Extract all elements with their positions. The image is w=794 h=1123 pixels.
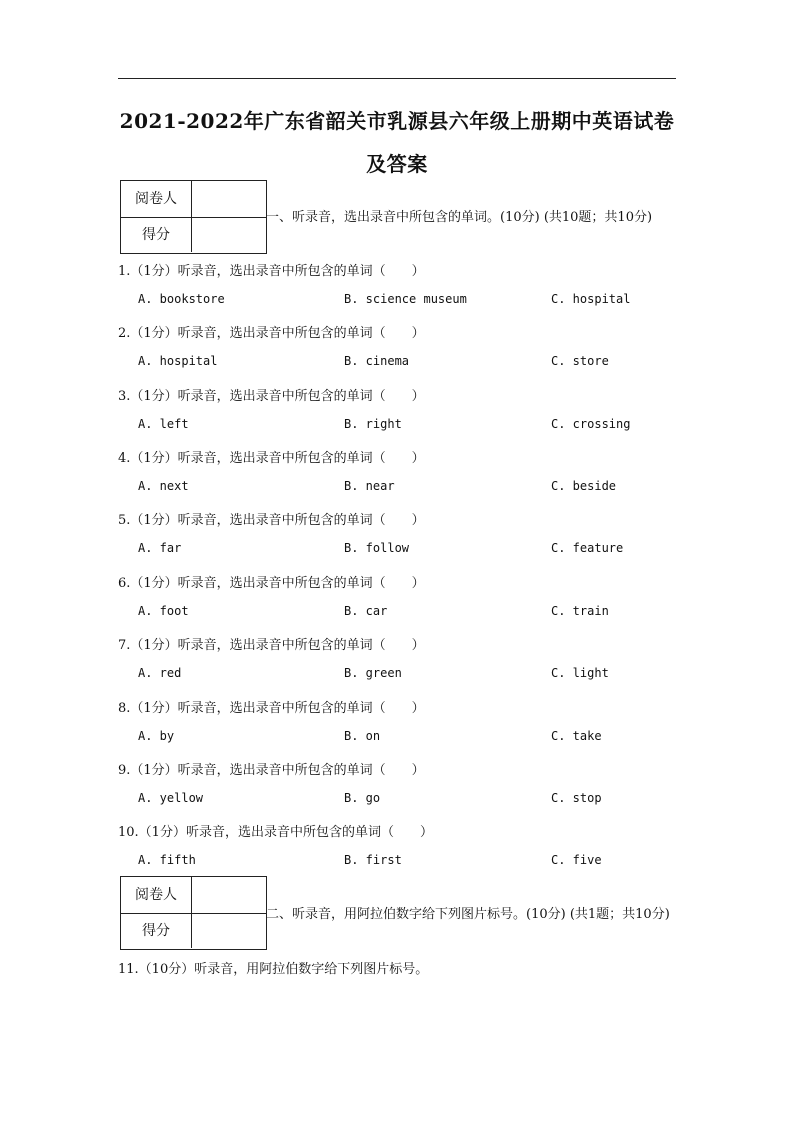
question-2: 2.（1分）听录音，选出录音中所包含的单词（ ） <box>118 326 425 341</box>
q4-option-c: C. beside <box>551 479 617 493</box>
q3-option-c: C. crossing <box>551 417 631 431</box>
q8-option-a: A. by <box>138 729 175 743</box>
q1-option-c: C. hospital <box>551 292 631 306</box>
q2-option-c: C. store <box>551 354 609 368</box>
page-title: 2021-2022年广东省韶关市乳源县六年级上册期中英语试卷 <box>119 109 675 133</box>
score-box-section-2 <box>120 876 267 950</box>
question-1: 1.（1分）听录音，选出录音中所包含的单词（ ） <box>118 264 425 279</box>
question-3: 3.（1分）听录音，选出录音中所包含的单词（ ） <box>118 389 425 404</box>
reviewer-label: 阅卷人 <box>121 181 192 217</box>
q10-option-c: C. five <box>551 853 602 867</box>
question-8: 8.（1分）听录音，选出录音中所包含的单词（ ） <box>118 701 425 716</box>
q1-option-a: A. bookstore <box>138 292 225 306</box>
q7-option-b: B. green <box>344 666 402 680</box>
section-2-heading: 二、听录音，用阿拉伯数字给下列图片标号。(10分) (共1题；共10分) <box>266 907 670 922</box>
q2-option-b: B. cinema <box>344 354 410 368</box>
header-rule <box>118 78 676 79</box>
q10-option-a: A. fifth <box>138 853 196 867</box>
score-box-section-1 <box>120 180 267 254</box>
q6-option-a: A. foot <box>138 604 189 618</box>
q3-option-b: B. right <box>344 417 402 431</box>
reviewer-label: 阅卷人 <box>121 877 192 913</box>
q4-option-a: A. next <box>138 479 189 493</box>
q6-option-b: B. car <box>344 604 388 618</box>
question-9: 9.（1分）听录音，选出录音中所包含的单词（ ） <box>118 763 425 778</box>
question-7: 7.（1分）听录音，选出录音中所包含的单词（ ） <box>118 638 425 653</box>
q8-option-b: B. on <box>344 729 381 743</box>
score-label: 得分 <box>121 217 192 252</box>
q5-option-a: A. far <box>138 541 182 555</box>
section-1-heading: 一、听录音，选出录音中所包含的单词。(10分) (共10题；共10分) <box>266 210 653 225</box>
q7-option-a: A. red <box>138 666 182 680</box>
q3-option-a: A. left <box>138 417 189 431</box>
q5-option-c: C. feature <box>551 541 624 555</box>
page-title-line2: 及答案 <box>366 152 428 176</box>
question-6: 6.（1分）听录音，选出录音中所包含的单词（ ） <box>118 576 425 591</box>
q5-option-b: B. follow <box>344 541 410 555</box>
score-label: 得分 <box>121 913 192 948</box>
q7-option-c: C. light <box>551 666 609 680</box>
q6-option-c: C. train <box>551 604 609 618</box>
q2-option-a: A. hospital <box>138 354 218 368</box>
question-5: 5.（1分）听录音，选出录音中所包含的单词（ ） <box>118 513 425 528</box>
q1-option-b: B. science museum <box>344 292 467 306</box>
q10-option-b: B. first <box>344 853 402 867</box>
question-11: 11.（10分）听录音，用阿拉伯数字给下列图片标号。 <box>118 962 429 977</box>
q4-option-b: B. near <box>344 479 395 493</box>
q9-option-b: B. go <box>344 791 381 805</box>
question-4: 4.（1分）听录音，选出录音中所包含的单词（ ） <box>118 451 425 466</box>
q9-option-a: A. yellow <box>138 791 204 805</box>
q8-option-c: C. take <box>551 729 602 743</box>
q9-option-c: C. stop <box>551 791 602 805</box>
question-10: 10.（1分）听录音，选出录音中所包含的单词（ ） <box>118 825 433 840</box>
